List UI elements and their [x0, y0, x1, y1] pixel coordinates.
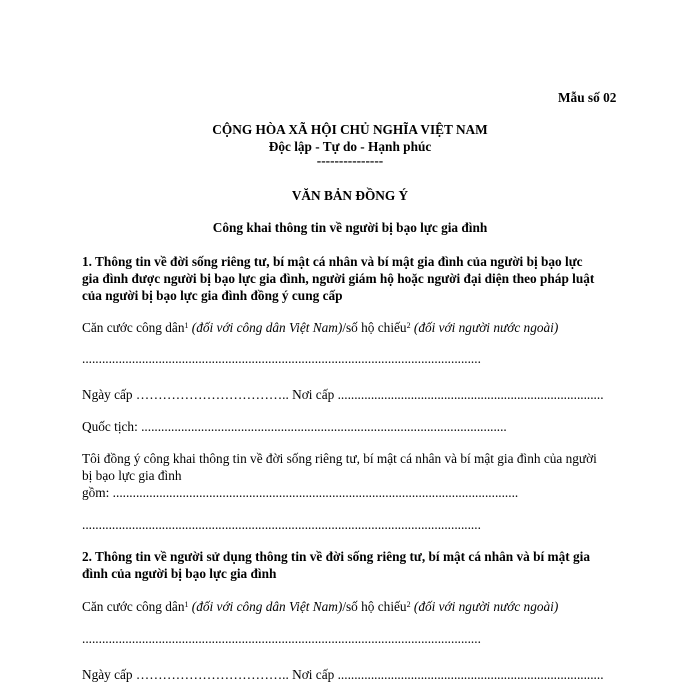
- issue-date-field[interactable]: ……………………………..: [135, 387, 289, 402]
- form-number: Mẫu số 02: [558, 90, 617, 105]
- issue-date-field-2[interactable]: ……………………………..: [135, 667, 289, 682]
- motto: Độc lập - Tự do - Hạnh phúc: [268, 139, 432, 154]
- issue-date-row-2: Ngày cấp …………………………….. Nơi cấp ................................................................................: [82, 667, 604, 682]
- separator: ---------------: [316, 153, 384, 168]
- id-number-label-2: Căn cước công dân$^1$ (đối với công dân Việt Nam)/số hộ chiếu$^2$ (đối với người nước ngoài): [82, 599, 559, 614]
- document-title: VĂN BẢN ĐỒNG Ý: [291, 188, 409, 203]
- consent-details-field-2[interactable]: ........................................................................................................................: [82, 517, 481, 532]
- consent-details-field[interactable]: ..........................................................................................................................: [112, 485, 519, 500]
- issue-place-field[interactable]: ................................................................................: [337, 387, 604, 402]
- id-number-field-2[interactable]: ........................................................................................................................: [82, 631, 481, 646]
- issue-place-field-2[interactable]: ................................................................................: [337, 667, 604, 682]
- id-number-field[interactable]: ........................................................................................................................: [82, 351, 481, 366]
- id-number-label: Căn cước công dân$^1$ (đối với công dân Việt Nam)/số hộ chiếu$^2$ (đối với người nước ngoài): [82, 320, 559, 335]
- issue-date-row: Ngày cấp …………………………….. Nơi cấp ................................................................................: [82, 387, 604, 402]
- nationality-field[interactable]: ..............................................................................................................: [141, 419, 507, 434]
- nationality-row: Quốc tịch: ..............................................................................................................: [82, 419, 507, 434]
- document-subtitle: Công khai thông tin về người bị bạo lực gia đình: [212, 220, 488, 235]
- country-name: CỘNG HÒA XÃ HỘI CHỦ NGHĨA VIỆT NAM: [212, 122, 488, 137]
